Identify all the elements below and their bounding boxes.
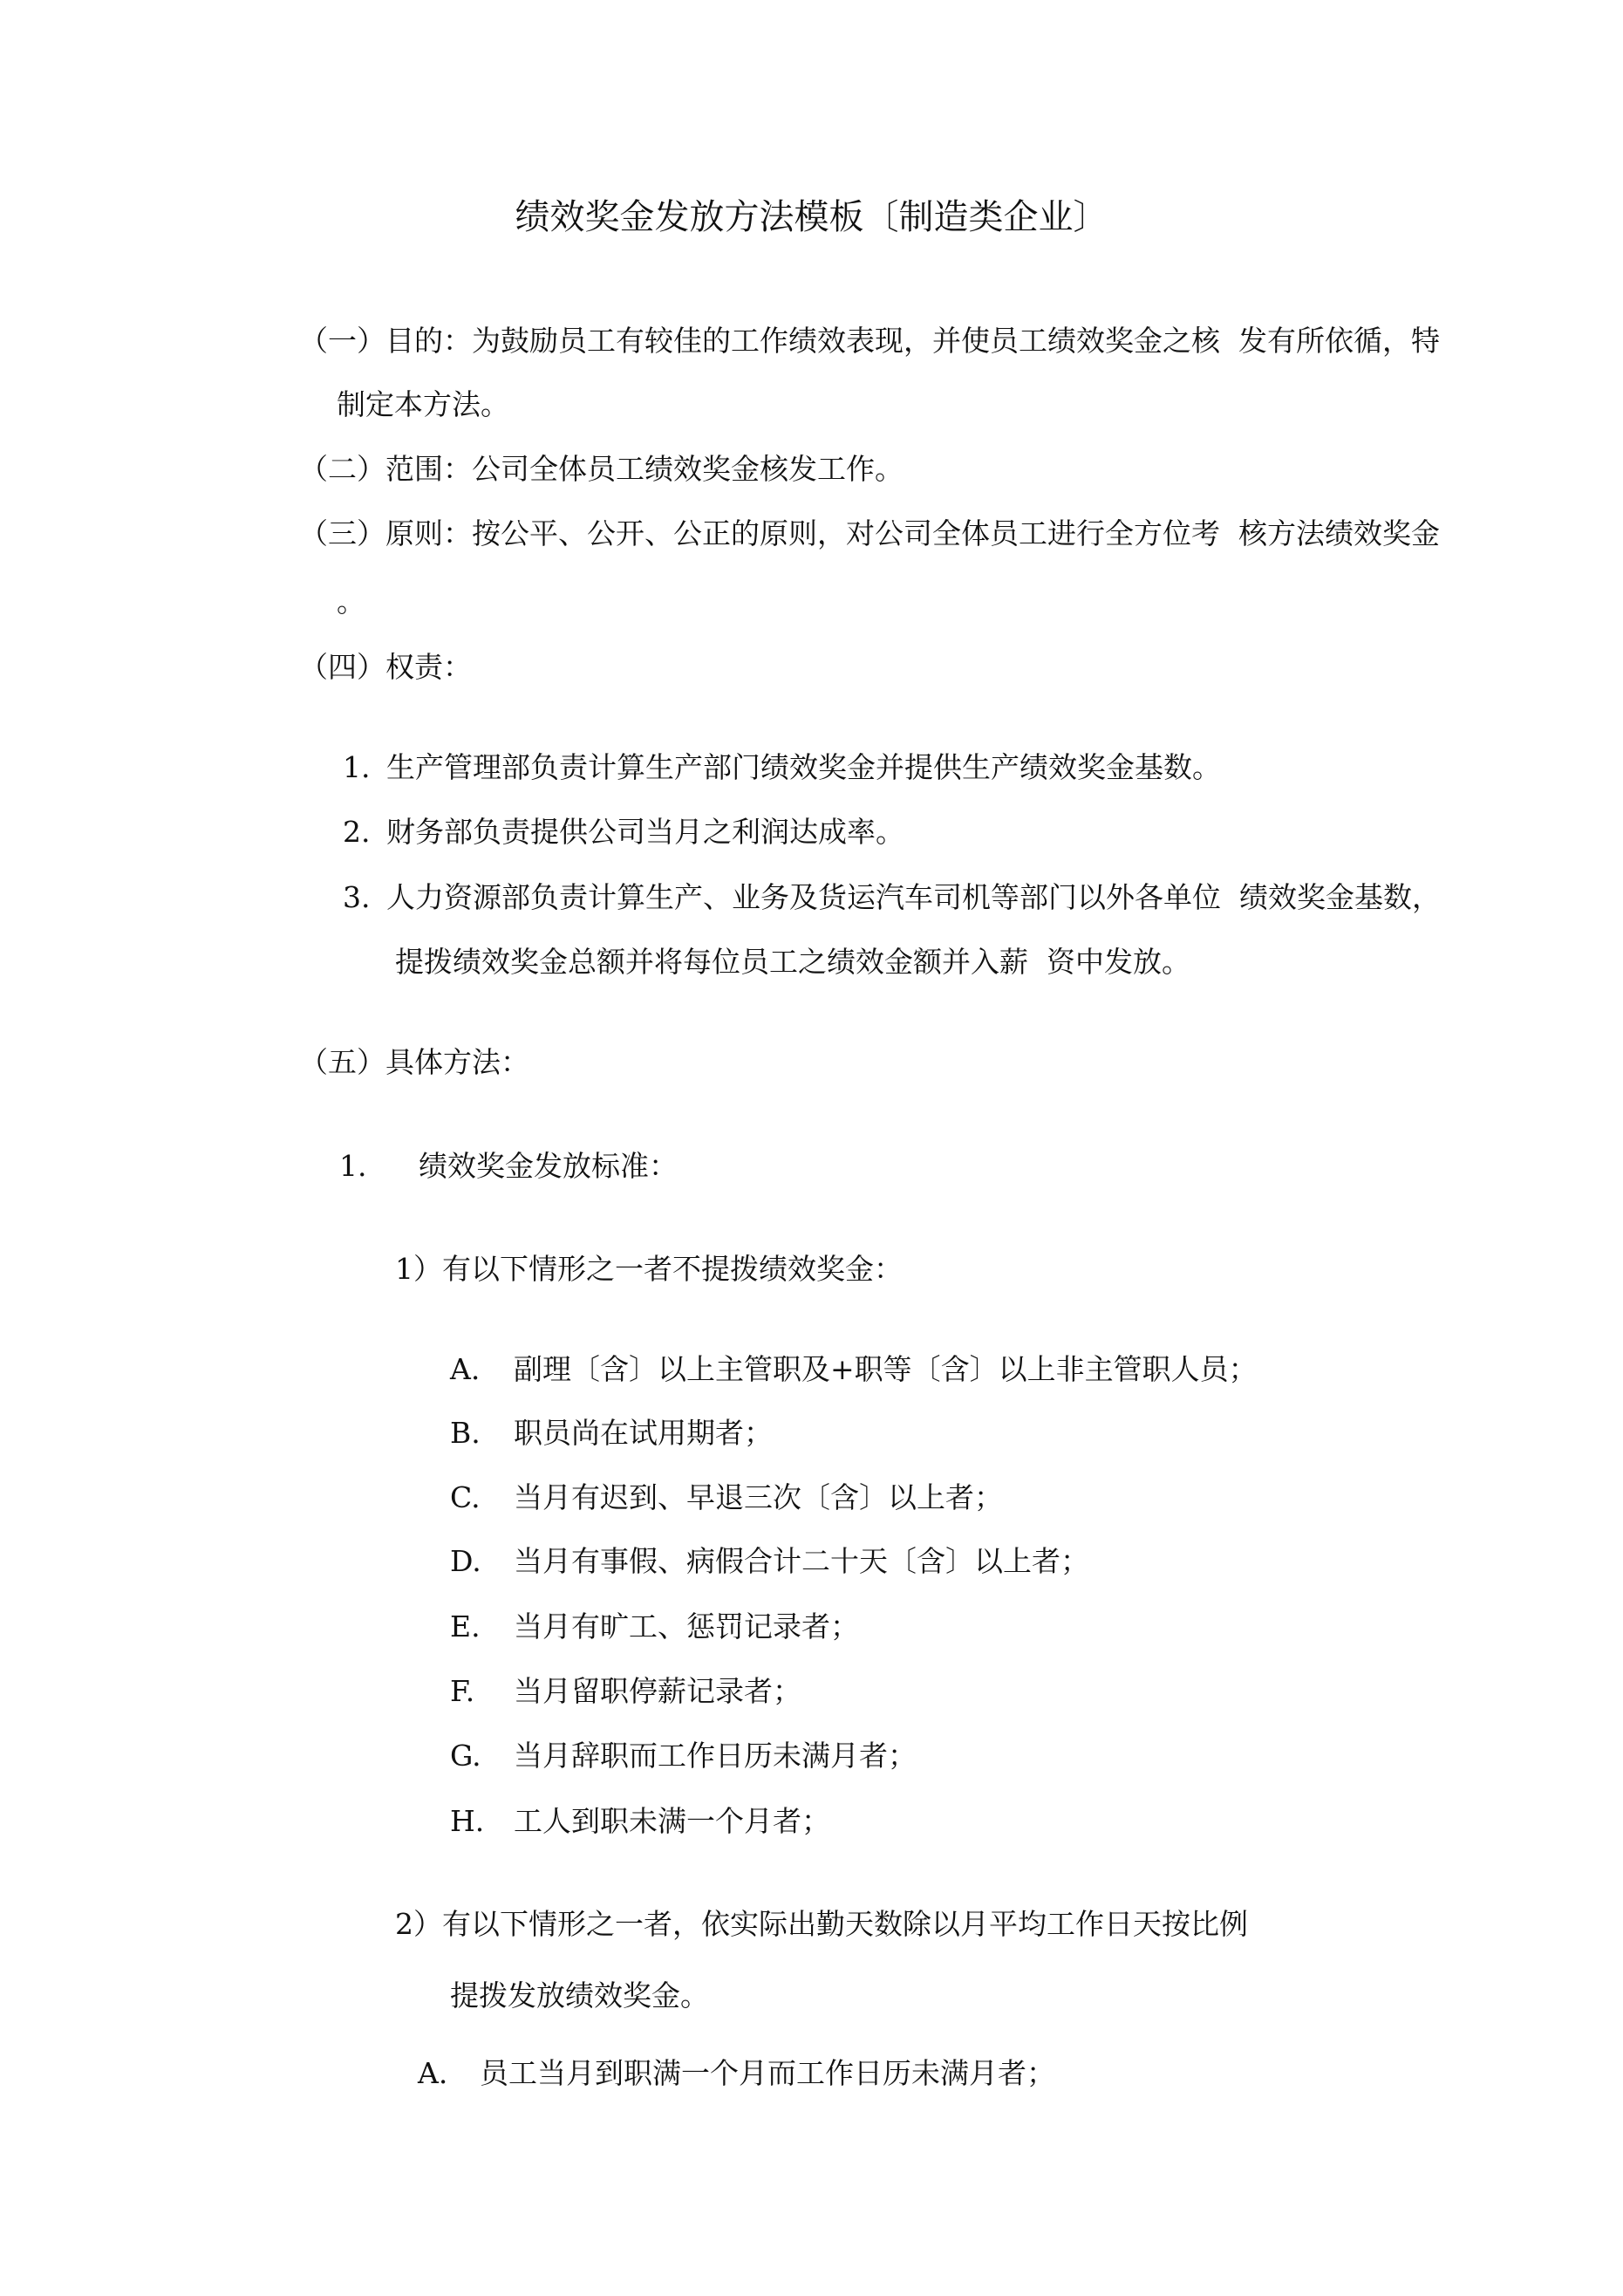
list-item: 员工当月到职满一个月而工作日历未满月者； — [480, 2056, 1055, 2090]
document-title: 绩效奖金发放方法模板〔制造类企业〕 — [515, 197, 1108, 237]
list-letter: H. — [450, 1804, 485, 1838]
section-principle-cont: 。 — [337, 584, 365, 618]
list-item: 人力资源部负责计算生产、业务及货运汽车司机等部门以外各单位 绩效奖金基数， — [386, 880, 1441, 914]
section-scope: （二）范围：公司全体员工绩效奖金核发工作。 — [299, 452, 904, 486]
subsection-no-bonus: 1）有以下情形之一者不提拨绩效奖金： — [395, 1252, 903, 1286]
list-letter: A. — [418, 2056, 448, 2090]
list-number: 1. — [339, 1149, 367, 1183]
list-item: 生产管理部负责计算生产部门绩效奖金并提供生产绩效奖金基数。 — [386, 750, 1221, 784]
list-letter: F. — [450, 1674, 475, 1708]
list-letter: E. — [450, 1609, 481, 1643]
section-purpose-cont: 制定本方法。 — [337, 387, 509, 421]
list-item: 副理〔含〕以上主管职及+职等〔含〕以上非主管职人员； — [514, 1352, 1258, 1386]
list-item: 当月留职停薪记录者； — [514, 1674, 801, 1708]
list-item: 工人到职未满一个月者； — [514, 1804, 830, 1838]
section-purpose: （一）目的：为鼓励员工有较佳的工作绩效表现，并使员工绩效奖金之核 发有所依循，特 — [299, 324, 1440, 358]
subsection-prorated-cont: 提拨发放绩效奖金。 — [450, 1978, 709, 2012]
list-item-cont: 提拨绩效奖金总额并将每位员工之绩效金额并入薪 资中发放。 — [395, 945, 1190, 979]
list-item: 职员尚在试用期者； — [514, 1416, 773, 1450]
list-letter: B. — [450, 1416, 481, 1450]
list-item: 绩效奖金发放标准： — [419, 1149, 678, 1183]
section-method: （五）具体方法： — [299, 1045, 529, 1079]
list-item: 当月有迟到、早退三次〔含〕以上者； — [514, 1480, 1003, 1514]
section-responsibility: （四）权责： — [299, 650, 472, 684]
list-letter: C. — [450, 1480, 481, 1514]
list-letter: A. — [450, 1352, 481, 1386]
list-number: 1. — [343, 750, 371, 784]
subsection-prorated: 2）有以下情形之一者，依实际出勤天数除以月平均工作日天按比例 — [395, 1907, 1248, 1941]
list-letter: D. — [450, 1544, 481, 1578]
section-principle: （三）原则：按公平、公开、公正的原则，对公司全体员工进行全方位考 核方法绩效奖金 — [299, 516, 1440, 550]
list-number: 3. — [343, 880, 371, 914]
list-item: 当月辞职而工作日历未满月者； — [514, 1739, 917, 1773]
list-item: 当月有旷工、惩罚记录者； — [514, 1609, 859, 1643]
list-number: 2. — [343, 815, 371, 849]
list-item: 当月有事假、病假合计二十天〔含〕以上者； — [514, 1544, 1089, 1578]
list-letter: G. — [450, 1739, 481, 1773]
list-item: 财务部负责提供公司当月之利润达成率。 — [386, 815, 904, 849]
